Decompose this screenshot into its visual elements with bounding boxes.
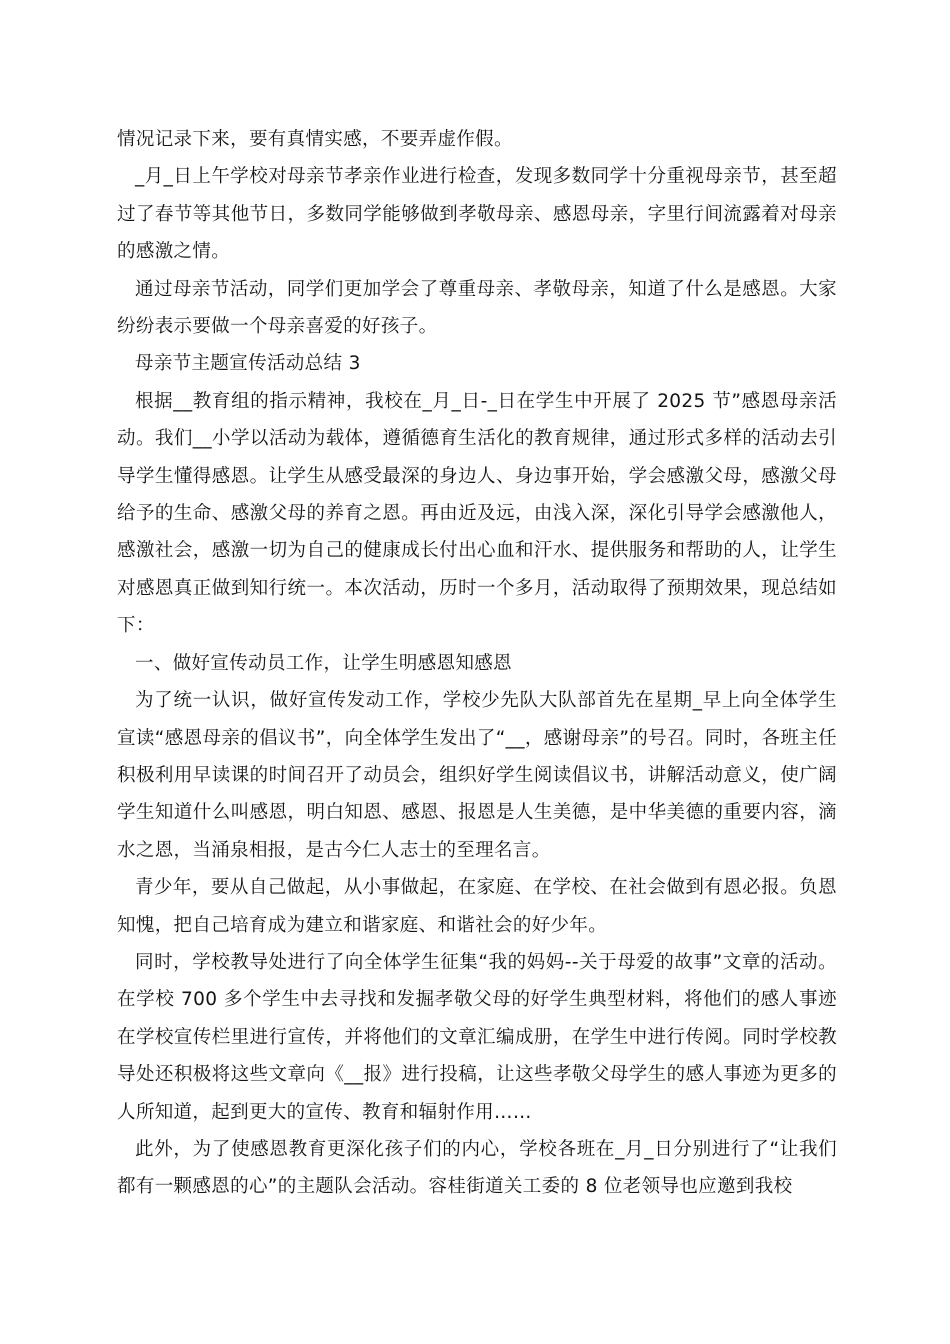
paragraph-5: 为了统一认识，做好宣传发动工作，学校少先队大队部首先在星期_早上向全体学生宣读“感恩母亲的倡议书”，向全体学生发出了“__，感谢母亲”的号召。同时，各班主任积极利用早读课的时间召开了动员会，组织好学生阅读倡议书，讲解活动意义，使广阔学生知道什么叫感恩，明白知恩、感恩、报恩是人生美德，是中华美德的重要内容，滴水之恩，当涌泉相报，是古今仁人志士的至理名言。 — [117, 690, 837, 861]
subsection-heading: 一、做好宣传动员工作，让学生明感恩知感恩 — [135, 652, 513, 674]
paragraph-7: 同时，学校教导处进行了向全体学生征集“我的妈妈--关于母爱的故事”文章的活动。在学校 700 多个学生中去寻找和发掘孝敬父母的好学生典型材料，将他们的感人事迹在学校宣传栏里进行宣传，并将他们的文章汇编成册，在学生中进行传阅。同时学校教导处还积极将这些文章向《__报》进行投稿，让这些孝敬父母学生的感人事迹为更多的人所知道，起到更大的宣传、教育和辐射作用…… — [117, 951, 837, 1123]
document-body — [117, 121, 837, 1206]
paragraph-3: 通过母亲节活动，同学们更加学会了尊重母亲、孝敬母亲，知道了什么是感恩。大家纷纷表示要做一个母亲喜爱的好孩子。 — [117, 278, 837, 338]
paragraph-8: 此外，为了使感恩教育更深化孩子们的内心，学校各班在_月_日分别进行了“让我们都有一颗感恩的心”的主题队会活动。容桂街道关工委的 8 位老领导也应邀到我校 — [117, 1138, 837, 1198]
paragraph-2: _月_日上午学校对母亲节孝亲作业进行检查，发现多数同学十分重视母亲节，甚至超过了春节等其他节日，多数同学能够做到孝敬母亲、感恩母亲，字里行间流露着对母亲的感激之情。 — [117, 166, 837, 263]
paragraph-1: 情况记录下来，要有真情实感，不要弄虚作假。 — [117, 129, 513, 150]
paragraph-4: 根据__教育组的指示精神，我校在_月_日-_日在学生中开展了 2025 节”感恩母亲活动。我们__小学以活动为载体，遵循德育生活化的教育规律，通过形式多样的活动去引导学生懂得感恩。让学生从感受最深的身边人、身边事开始，学会感激父母，感激父母给予的生命、感激父母的养育之恩。再由近及远，由浅入深，深化引导学会感激他人，感激社会，感激一切为自己的健康成长付出心血和汗水、提供服务和帮助的人，让学生对感恩真正做到知行统一。本次活动，历时一个多月，活动取得了预期效果，现总结如下： — [117, 390, 837, 637]
section-title: 母亲节主题宣传活动总结 3 — [135, 353, 361, 375]
paragraph-6: 青少年，要从自己做起，从小事做起，在家庭、在学校、在社会做到有恩必报。负恩知愧，把自己培育成为建立和谐家庭、和谐社会的好少年。 — [117, 877, 837, 936]
